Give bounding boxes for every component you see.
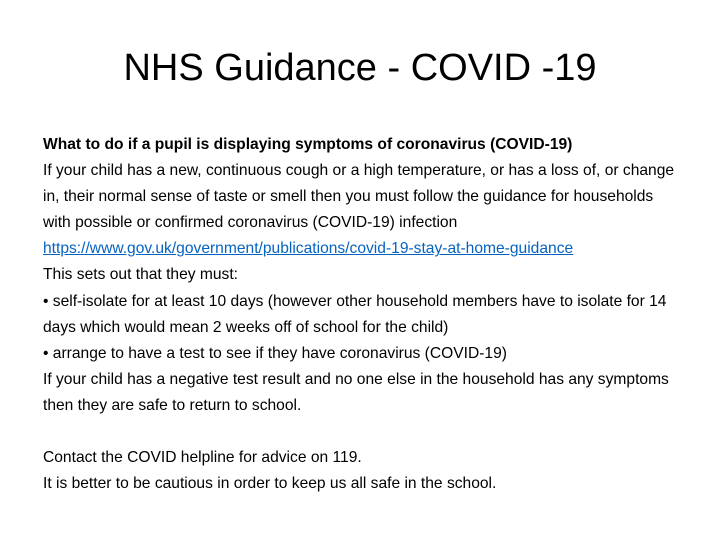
closing-text: It is better to be cautious in order to keep us all safe in the school.	[43, 475, 497, 493]
sets-out-text: This sets out that they must:	[43, 266, 239, 284]
symptoms-heading: What to do if a pupil is displaying symptoms of coronavirus (COVID-19)	[43, 136, 573, 153]
bullet-self-isolate: • self-isolate for at least 10 days (however other household members have to isolate for 14 days which would mean 2 weeks off of school for the child)	[43, 292, 667, 336]
guidance-link[interactable]: https://www.gov.uk/government/publications/covid-19-stay-at-home-guidance	[43, 240, 574, 258]
paragraph-spacer	[43, 419, 683, 445]
guidance-paragraph	[43, 158, 683, 262]
guidance-text: If your child has a new, continuous cough or a high temperature, or has a loss of, or change in, their normal sense of taste or smell then you must follow the guidance for households with possible or confirmed coronavirus (COVID-19) infection	[43, 162, 675, 232]
negative-result-text: If your child has a negative test result and no one else in the household has any symptoms then they are safe to return to school.	[43, 370, 669, 414]
helpline-text: Contact the COVID helpline for advice on 119.	[43, 449, 362, 467]
bullet-arrange-test: • arrange to have a test to see if they have coronavirus (COVID-19)	[43, 344, 507, 362]
slide-title: NHS Guidance - COVID -19	[123, 47, 597, 89]
body-content	[43, 132, 683, 497]
